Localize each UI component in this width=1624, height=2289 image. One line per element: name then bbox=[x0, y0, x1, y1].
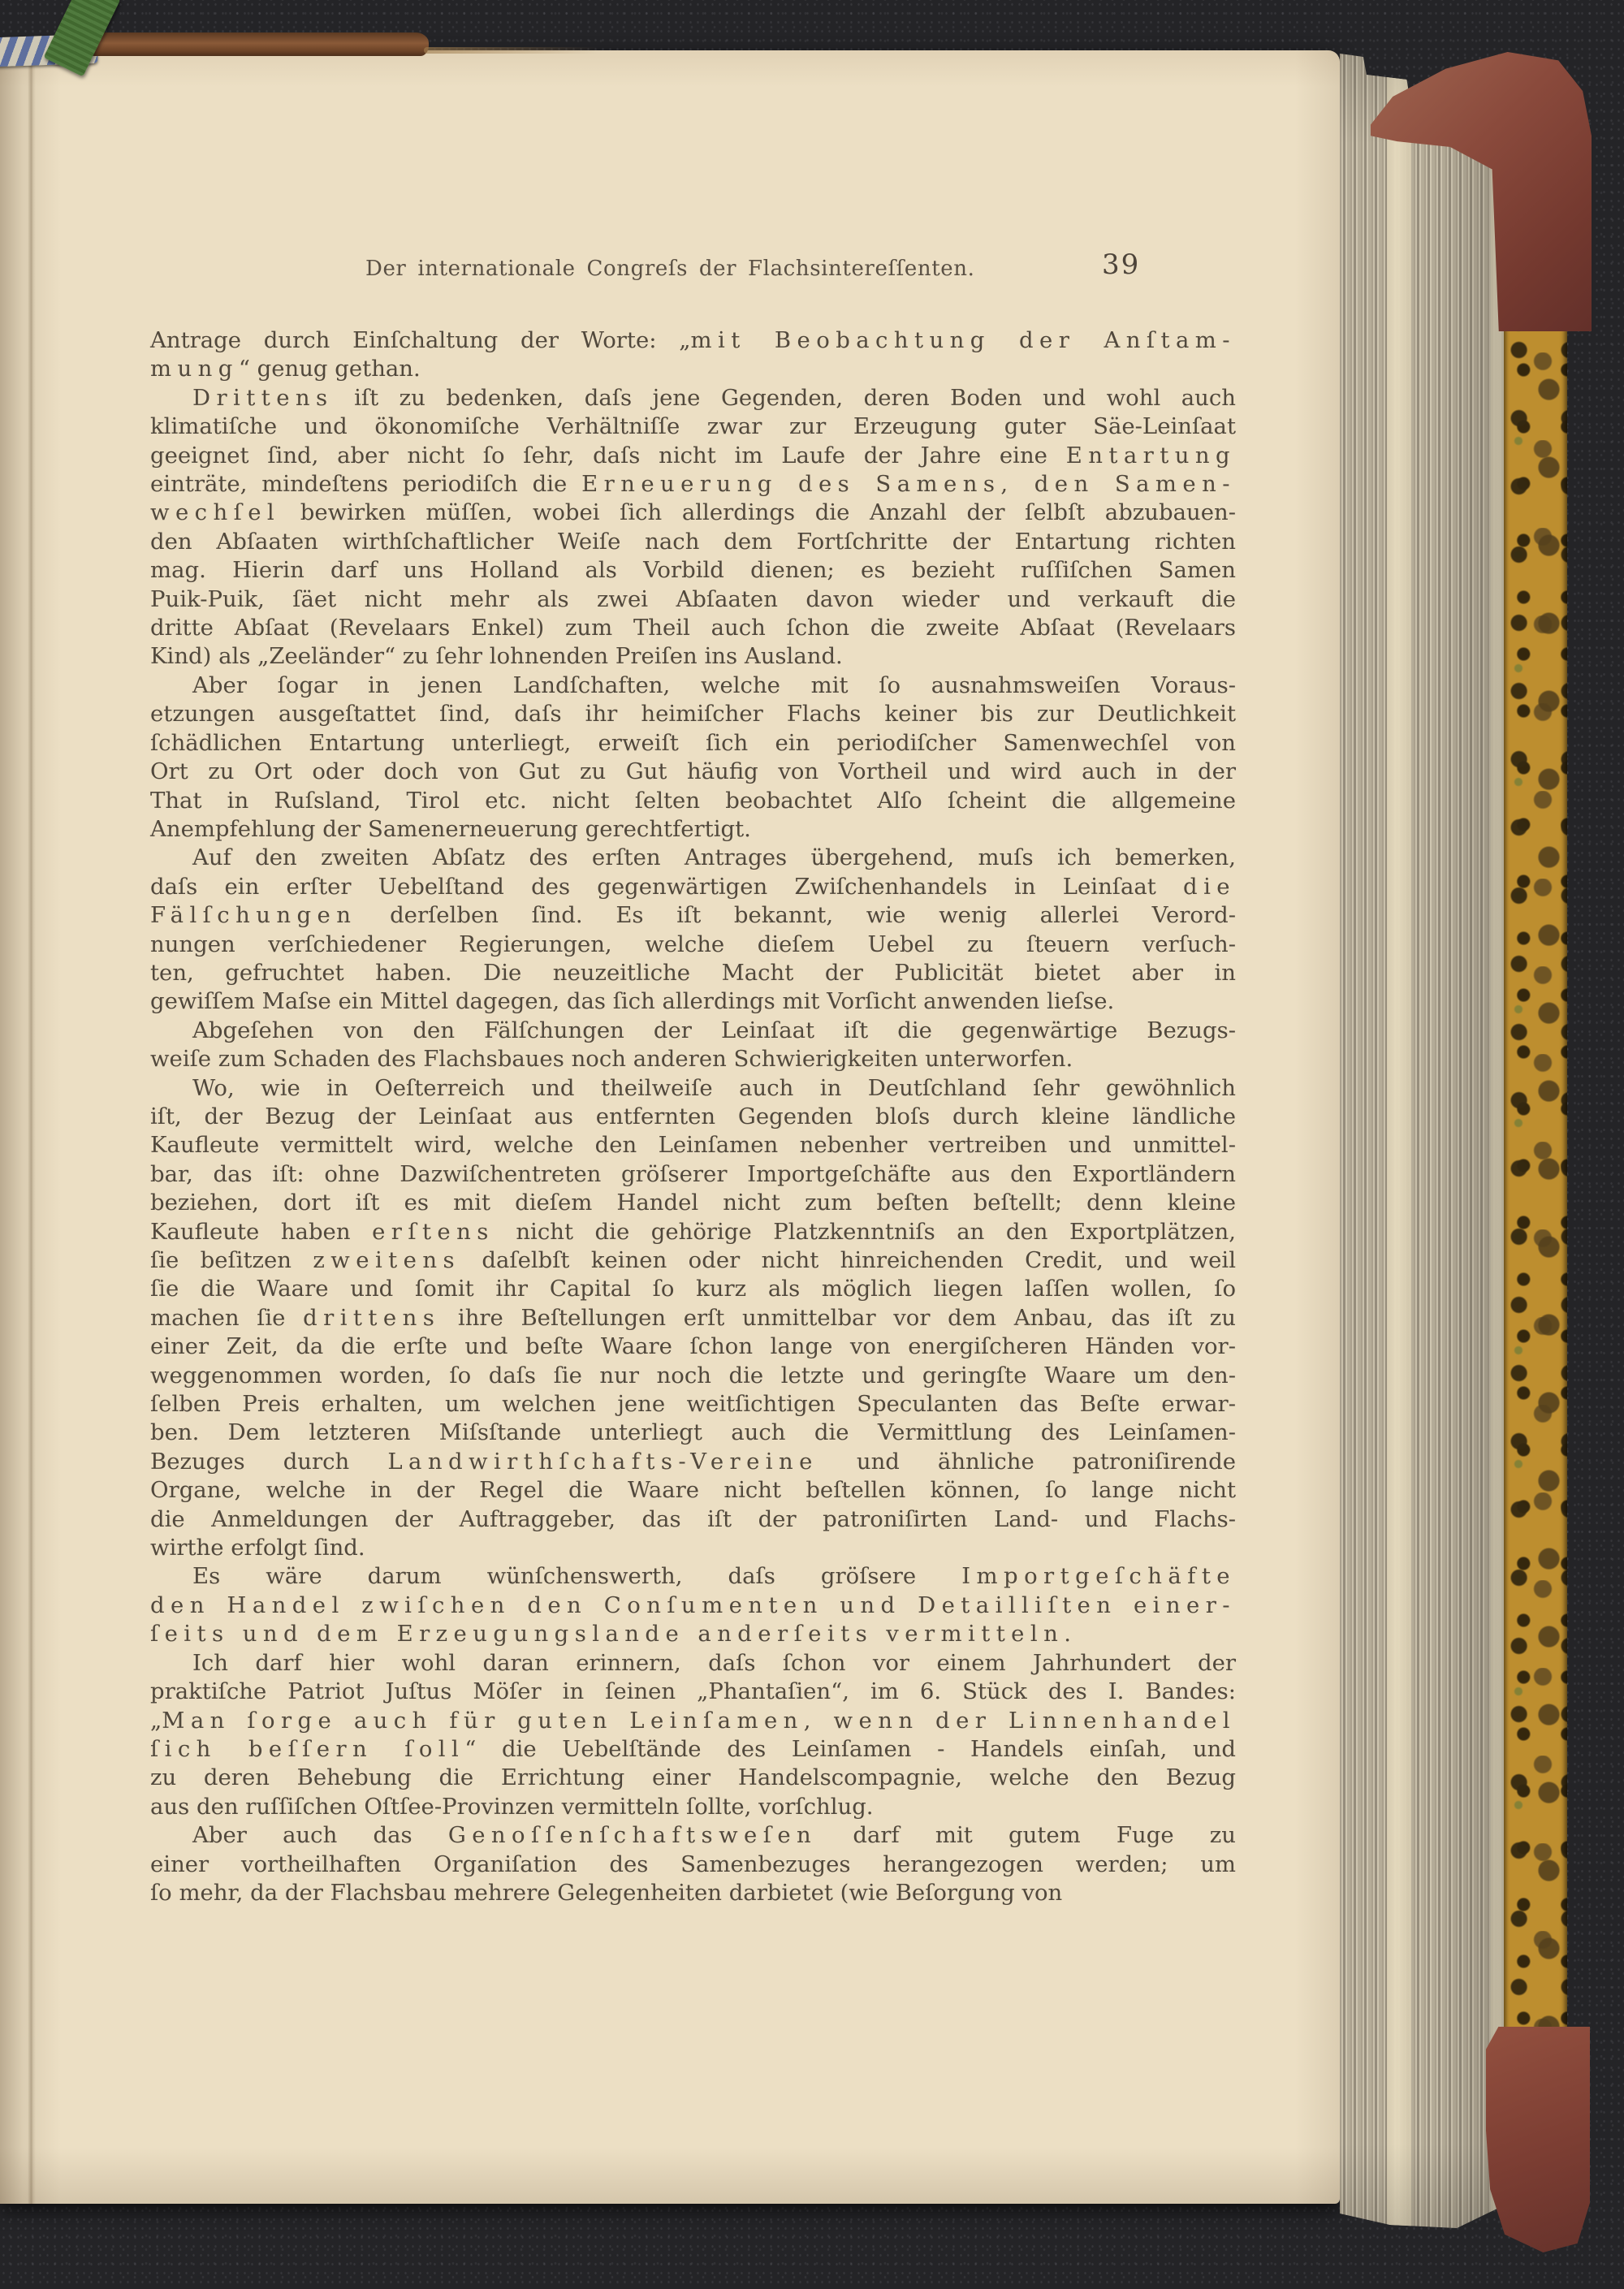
text-line bbox=[150, 987, 1236, 1016]
text-segment: ſchädlichen Entartung unterliegt, erweiſt ſich ein periodiſcher Samenwechſel von bbox=[150, 729, 1236, 756]
text-segment: Anempfehlung der Samenerneuerung gerechtfertigt. bbox=[150, 815, 751, 842]
text-segment: nungen verſchiedener Regierungen, welche dieſem Uebel zu ſteuern verſuch- bbox=[150, 931, 1236, 957]
running-header: Der internationale Congreſs der Flachsintereſſenten. bbox=[365, 257, 975, 281]
text-line bbox=[150, 1476, 1236, 1505]
text-line bbox=[150, 873, 1236, 901]
text-line bbox=[150, 642, 1236, 671]
text-line bbox=[150, 1821, 1236, 1850]
text-segment: darf mit gutem Fuge zu bbox=[817, 1822, 1236, 1849]
text-segment: wirthe erfolgt ſind. bbox=[150, 1535, 365, 1561]
text-line bbox=[150, 729, 1236, 758]
letterspaced-text: die bbox=[1183, 873, 1236, 900]
text-segment: derſelben ſind. Es iſt bekannt, wie wenig allerlei Verord- bbox=[356, 902, 1236, 929]
text-line bbox=[150, 1592, 1236, 1620]
letterspaced-text: mung bbox=[150, 356, 239, 382]
text-segment: bar, das iſt: ohne Dazwiſchentreten gröſserer Importgeſchäfte aus den Exportländern bbox=[150, 1160, 1236, 1187]
text-segment: iſt zu bedenken, daſs jene Gegenden, deren Boden und wohl auch bbox=[333, 384, 1236, 411]
text-line bbox=[150, 1707, 1236, 1735]
text-line bbox=[150, 470, 1236, 499]
text-segment: daſelbſt keinen oder nicht hinreichenden Credit, und weil bbox=[460, 1247, 1236, 1273]
text-line bbox=[150, 1218, 1236, 1246]
letterspaced-text: zweitens bbox=[313, 1247, 461, 1273]
text-line bbox=[150, 1017, 1236, 1045]
text-segment: Auf den zweiten Abſatz des erſten Antrages übergehend, muſs ich bemerken, bbox=[192, 844, 1236, 871]
text-segment: weggenommen worden, ſo daſs ſie nur noch die letzte und geringſte Waare um den- bbox=[150, 1362, 1236, 1389]
text-segment: Es wäre darum wünſchenswerth, daſs gröſsere bbox=[192, 1563, 962, 1590]
text-segment: ſie die Waare und ſomit ihr Capital ſo kurz als möglich liegen laſſen wollen, ſo bbox=[150, 1276, 1236, 1302]
text-line bbox=[150, 1620, 1236, 1648]
text-line bbox=[150, 1362, 1236, 1390]
text-line bbox=[150, 412, 1236, 441]
text-line bbox=[150, 1505, 1236, 1534]
text-line bbox=[150, 1534, 1236, 1562]
text-line bbox=[150, 1879, 1236, 1907]
running-header-row bbox=[150, 248, 1236, 289]
text-segment: That in Ruſsland, Tirol etc. nicht ſelten beobachtet Alſo ſcheint die allgemeine bbox=[150, 787, 1236, 814]
text-segment: einer Zeit, da die erſte und beſte Waare ſchon lange von energiſcheren Händen vor- bbox=[150, 1333, 1236, 1360]
text-segment: Wo, wie in Oeſterreich und theilweiſe auch in Deutſchland ſehr gewöhnlich bbox=[192, 1074, 1236, 1101]
text-segment: Organe, welche in der Regel die Waare nicht beſtellen können, ſo lange nicht bbox=[150, 1477, 1236, 1504]
text-segment: mag. Hierin darf uns Holland als Vorbild dienen; es bezieht ruſſiſchen Samen bbox=[150, 557, 1236, 584]
letterspaced-text: wechſel bbox=[150, 499, 281, 526]
text-line bbox=[150, 1160, 1236, 1189]
letterspaced-text: mit Beobachtung der Anſtam- bbox=[690, 327, 1236, 353]
text-segment: ben. Dem letzteren Miſsſtande unterliegt auch die Vermittlung des Leinſamen- bbox=[150, 1419, 1236, 1446]
text-segment: gewiſſem Maſse ein Mittel dagegen, das ſich allerdings mit Vorſicht anwenden lieſse. bbox=[150, 988, 1115, 1015]
text-line bbox=[150, 672, 1236, 700]
text-line bbox=[150, 1275, 1236, 1303]
text-line bbox=[150, 585, 1236, 614]
text-line bbox=[150, 700, 1236, 728]
letterspaced-text: Fälſchungen bbox=[150, 902, 357, 929]
text-segment: Puik-Puik, ſäet nicht mehr als zwei Abſaaten davon wieder und verkauft die bbox=[150, 585, 1236, 612]
letterspaced-text: den Handel zwiſchen den Conſumenten und Detailliſten einer- bbox=[150, 1592, 1236, 1618]
spine-edge bbox=[83, 32, 429, 56]
text-segment: Ort zu Ort oder doch von Gut zu Gut häufig von Vortheil und wird auch in der bbox=[150, 758, 1236, 785]
letterspaced-text: ſeits und dem Erzeugungslande anderſeits vermitteln. bbox=[150, 1621, 1078, 1648]
letterspaced-text: ſich beſſern ſoll bbox=[150, 1735, 465, 1762]
marbled-cover bbox=[1504, 265, 1567, 2048]
text-segment: „ bbox=[150, 1707, 162, 1734]
text-segment: die Anmeldungen der Auftraggeber, das iſt der patroniſirten Land- und Flachs- bbox=[150, 1505, 1236, 1532]
text-segment: machen ſie bbox=[150, 1304, 304, 1331]
text-line bbox=[150, 844, 1236, 872]
text-line bbox=[150, 442, 1236, 470]
text-line bbox=[150, 1131, 1236, 1160]
text-line bbox=[150, 815, 1236, 844]
text-segment: Kaufleute haben bbox=[150, 1218, 373, 1245]
text-line bbox=[150, 1246, 1236, 1275]
text-segment: etzungen ausgeſtattet ſind, daſs ihr heimiſcher Flachs keiner bis zur Deutlichkeit bbox=[150, 701, 1236, 728]
text-line bbox=[150, 1649, 1236, 1678]
text-segment: iſt, der Bezug der Leinſaat aus entfernten Gegenden bloſs durch kleine ländliche bbox=[150, 1103, 1236, 1129]
text-segment: Aber auch das bbox=[192, 1822, 448, 1849]
spine-edge-fade bbox=[424, 47, 598, 54]
text-segment: Abgeſehen von den Fälſchungen der Leinſaat iſt die gegenwärtige Bezugs- bbox=[192, 1017, 1236, 1043]
text-segment: einträte, mindeſtens periodiſch die bbox=[150, 471, 582, 498]
text-segment: “ genug gethan. bbox=[238, 356, 421, 382]
text-segment: ſo mehr, da der Flachsbau mehrere Gelegenheiten darbietet (wie Beſorgung von bbox=[150, 1879, 1063, 1906]
leather-corner-bottom bbox=[1486, 2027, 1590, 2252]
text-line bbox=[150, 1304, 1236, 1332]
text-line bbox=[150, 1562, 1236, 1591]
text-segment: daſs ein erſter Uebelſtand des gegenwärtigen Zwiſchenhandels in Leinſaat bbox=[150, 873, 1184, 900]
letterspaced-text: Landwirthſchafts-Vereine bbox=[387, 1448, 818, 1475]
text-segment: nicht die gehörige Platzkenntniſs an den Exportplätzen, bbox=[494, 1218, 1237, 1245]
text-segment: praktiſche Patriot Juſtus Möſer in ſeinen „Phantaſien“, im 6. Stück des I. Bandes: bbox=[150, 1678, 1236, 1705]
text-segment: geeignet ſind, aber nicht ſo ſehr, daſs nicht im Laufe der Jahre eine bbox=[150, 442, 1066, 469]
text-line bbox=[150, 1332, 1236, 1361]
text-segment: ten, gefruchtet haben. Die neuzeitliche Macht der Publicität bietet aber in bbox=[150, 959, 1236, 986]
text-line bbox=[150, 528, 1236, 556]
letterspaced-text: Importgeſchäfte bbox=[961, 1563, 1236, 1590]
text-line bbox=[150, 758, 1236, 786]
text-segment: einer vortheilhaften Organiſation des Samenbezuges herangezogen werden; um bbox=[150, 1851, 1236, 1877]
letterspaced-text: Erneuerung des Samens, den Samen- bbox=[581, 471, 1236, 498]
letterspaced-text: Man ſorge auch für guten Leinſamen, wenn der Linnenhandel bbox=[162, 1707, 1236, 1734]
letterspaced-text: Entartung bbox=[1065, 442, 1236, 469]
page-edge-shading bbox=[1340, 47, 1507, 2241]
text-segment: ihre Beſtellungen erſt unmittelbar vor dem Anbau, das iſt zu bbox=[440, 1304, 1236, 1331]
letterspaced-text: erſtens bbox=[372, 1218, 495, 1245]
text-line bbox=[150, 326, 1236, 355]
text-segment: dritte Abſaat (Revelaars Enkel) zum Theil auch ſchon die zweite Abſaat (Revelaars bbox=[150, 615, 1236, 641]
body-text bbox=[150, 326, 1236, 1907]
text-segment: ſie beſitzen bbox=[150, 1247, 313, 1273]
gutter-crease bbox=[28, 50, 36, 2204]
text-line bbox=[150, 1735, 1236, 1764]
text-segment: Kind) als „Zeeländer“ zu ſehr lohnenden Preiſen ins Ausland. bbox=[150, 643, 843, 670]
text-segment: den Abſaaten wirthſchaftlicher Weiſe nach dem Fortſchritte der Entartung richten bbox=[150, 528, 1236, 555]
text-line bbox=[150, 1419, 1236, 1447]
text-line bbox=[150, 1045, 1236, 1073]
text-line bbox=[150, 384, 1236, 412]
text-line bbox=[150, 931, 1236, 959]
text-segment: weiſe zum Schaden des Flachsbaues noch anderen Schwierigkeiten unterworfen. bbox=[150, 1046, 1073, 1073]
text-line bbox=[150, 556, 1236, 585]
text-block bbox=[150, 50, 1236, 2204]
letterspaced-text: Genoſſenſchaftsweſen bbox=[447, 1822, 818, 1849]
text-line bbox=[150, 1793, 1236, 1821]
text-segment: Kaufleute vermittelt wird, welche den Leinſamen nebenher vertreiben und unmittel- bbox=[150, 1132, 1236, 1159]
text-line bbox=[150, 901, 1236, 930]
text-segment: aus den ruſſiſchen Oſtſee-Provinzen vermitteln ſollte, vorſchlug. bbox=[150, 1793, 874, 1820]
text-line bbox=[150, 959, 1236, 987]
text-line bbox=[150, 787, 1236, 815]
text-line bbox=[150, 1448, 1236, 1476]
text-line bbox=[150, 1678, 1236, 1706]
text-segment: und ähnliche patroniſirende bbox=[818, 1448, 1236, 1475]
text-line bbox=[150, 1189, 1236, 1217]
text-segment: beziehen, dort iſt es mit dieſem Handel nicht zum beſten beſtellt; denn kleine bbox=[150, 1190, 1236, 1216]
text-segment: Antrage durch Einſchaltung der Worte: „ bbox=[150, 327, 691, 353]
text-segment: klimatiſche und ökonomiſche Verhältniſſe zwar zur Erzeugung guter Säe-Leinſaat bbox=[150, 413, 1236, 440]
letterspaced-text: drittens bbox=[303, 1304, 441, 1331]
text-segment: “ die Uebelſtände des Leinſamen - Handels einſah, und bbox=[464, 1735, 1236, 1762]
text-segment: ſelben Preis erhalten, um welchen jene weitſichtigen Speculanten das Beſte erwar- bbox=[150, 1391, 1236, 1418]
text-segment: bewirken müſſen, wobei ſich allerdings die Anzahl der ſelbſt abzubauen- bbox=[280, 499, 1236, 526]
text-segment: Ich darf hier wohl daran erinnern, daſs ſchon vor einem Jahrhundert der bbox=[192, 1649, 1236, 1676]
text-segment: Bezuges durch bbox=[150, 1448, 388, 1475]
text-line bbox=[150, 1103, 1236, 1131]
text-line bbox=[150, 1390, 1236, 1419]
page-number: 39 bbox=[1102, 248, 1141, 281]
book-page bbox=[0, 50, 1340, 2204]
page-edges bbox=[1340, 47, 1507, 2241]
text-line bbox=[150, 1074, 1236, 1103]
text-line bbox=[150, 614, 1236, 642]
text-line bbox=[150, 1764, 1236, 1792]
letterspaced-text: Drittens bbox=[192, 384, 334, 411]
text-segment: zu deren Behebung die Errichtung einer Handelscompagnie, welche den Bezug bbox=[150, 1764, 1236, 1791]
text-line bbox=[150, 355, 1236, 383]
text-line bbox=[150, 499, 1236, 527]
text-line bbox=[150, 1851, 1236, 1879]
text-segment: Aber ſogar in jenen Landſchaften, welche mit ſo ausnahmsweiſen Voraus- bbox=[192, 672, 1236, 698]
